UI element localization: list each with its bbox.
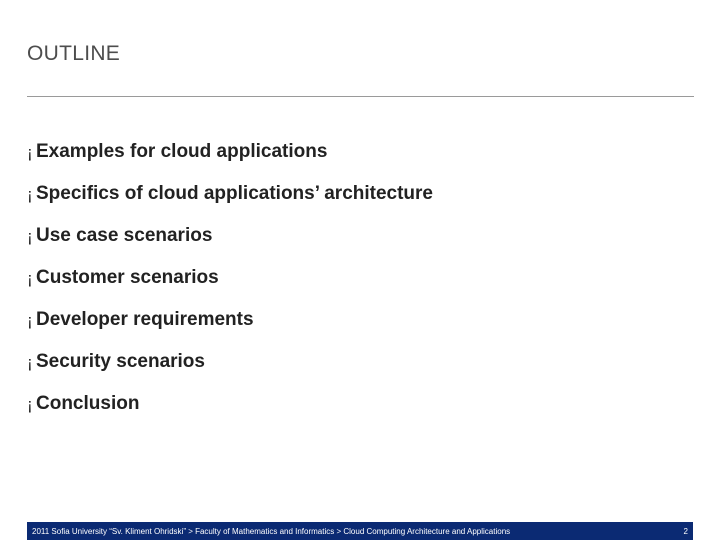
outline-item-label: Security scenarios: [36, 351, 205, 372]
footer-text: 2011 Sofia University “Sv. Kliment Ohridski” > Faculty of Mathematics and Informatics > Cloud Computing Architecture and Applications: [32, 526, 511, 536]
outline-item: [27, 257, 433, 299]
bullet-icon: ¡: [27, 352, 33, 372]
bullet-icon: ¡: [27, 394, 33, 414]
outline-item: [27, 299, 433, 341]
outline-item: [27, 383, 433, 425]
slide-title: OUTLINE: [27, 42, 121, 65]
title-divider: [27, 96, 694, 97]
bullet-icon: ¡: [27, 142, 33, 162]
outline-item: [27, 173, 433, 215]
outline-item-label: Developer requirements: [36, 309, 254, 330]
bullet-icon: ¡: [27, 310, 33, 330]
outline-item-label: Customer scenarios: [36, 267, 219, 288]
bullet-icon: ¡: [27, 268, 33, 288]
bullet-icon: ¡: [27, 184, 33, 204]
outline-item-label: Specifics of cloud applications’ architecture: [36, 183, 433, 204]
page-number: 2: [683, 526, 688, 536]
bullet-icon: ¡: [27, 226, 33, 246]
outline-list: [27, 131, 433, 425]
footer-bar: [27, 522, 693, 540]
outline-item-label: Conclusion: [36, 393, 140, 414]
outline-item: [27, 215, 433, 257]
outline-item: [27, 131, 433, 173]
outline-item-label: Examples for cloud applications: [36, 141, 328, 162]
outline-item: [27, 341, 433, 383]
outline-item-label: Use case scenarios: [36, 225, 213, 246]
